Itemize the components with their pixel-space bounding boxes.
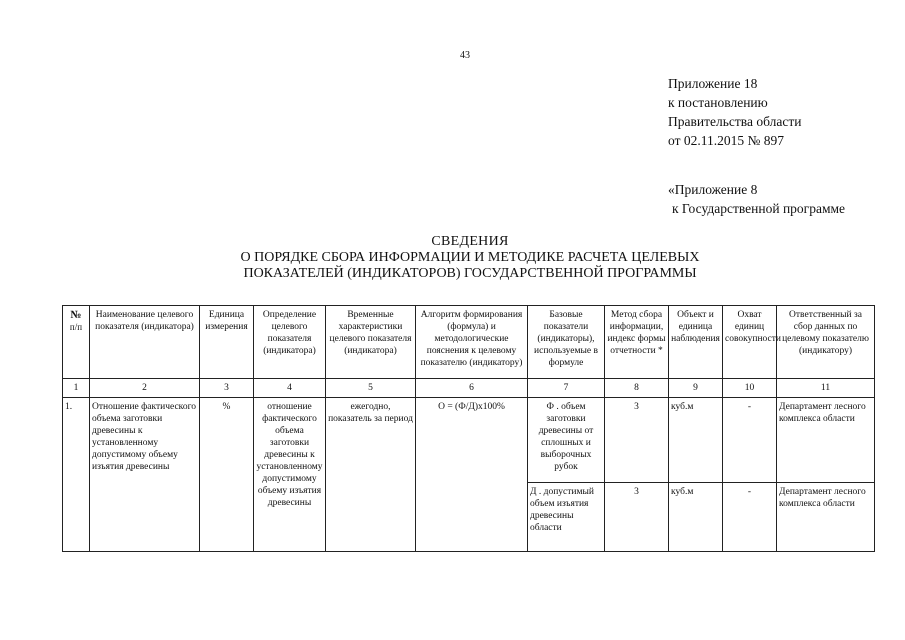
title-main: СВЕДЕНИЯ <box>431 234 509 249</box>
page-number: 43 <box>460 50 470 61</box>
header-num-sub: п/п <box>69 322 83 332</box>
indicators-table <box>62 305 875 552</box>
row-coverage: - <box>723 398 777 483</box>
column-number: 8 <box>605 379 669 398</box>
row-time: ежегодно, показатель за период <box>326 398 416 552</box>
table-header-row <box>63 306 875 379</box>
row-base: Ф . объем заготовки древесины от сплошных и выборочных рубок <box>528 398 605 483</box>
row-method: 3 <box>605 483 669 552</box>
appendix-line: Правительства области <box>668 114 802 129</box>
column-number: 11 <box>777 379 875 398</box>
title-line: О ПОРЯДКЕ СБОРА ИНФОРМАЦИИ И МЕТОДИКЕ РАСЧЕТА ЦЕЛЕВЫХ <box>240 250 700 265</box>
document-title <box>90 234 850 282</box>
appendix-line: к постановлению <box>668 95 768 110</box>
row-name: Отношение фактического объема заготовки древесины к установленному допустимому объему изъятия древесины <box>90 398 200 552</box>
row-base: Д . допустимый объем изъятия древесины области <box>528 483 605 552</box>
header-method: Метод сбора информации, индекс формы отчетности * <box>605 306 669 379</box>
header-name: Наименование целевого показателя (индикатора) <box>90 306 200 379</box>
title-line: ПОКАЗАТЕЛЕЙ (ИНДИКАТОРОВ) ГОСУДАРСТВЕННОЙ ПРОГРАММЫ <box>243 266 697 281</box>
column-number: 9 <box>669 379 723 398</box>
column-number: 10 <box>723 379 777 398</box>
column-number: 4 <box>254 379 326 398</box>
column-number: 6 <box>416 379 528 398</box>
header-definition: Определение целевого показателя (индикатора) <box>254 306 326 379</box>
appendix-block <box>668 74 801 150</box>
header-responsible: Ответственный за сбор данных по целевому показателю (индикатору) <box>777 306 875 379</box>
header-unit: Единица измерения <box>200 306 254 379</box>
row-unit: % <box>200 398 254 552</box>
appendix-line: Приложение 18 <box>668 76 758 91</box>
table-row <box>63 398 875 483</box>
row-object: куб.м <box>669 483 723 552</box>
row-coverage: - <box>723 483 777 552</box>
header-object: Объект и единица наблюдения <box>669 306 723 379</box>
appendix-program-line: к Государственной программе <box>672 201 846 216</box>
column-number: 5 <box>326 379 416 398</box>
column-number: 7 <box>528 379 605 398</box>
header-coverage: Охват единиц совокупности <box>723 306 777 379</box>
appendix-program-line: «Приложение 8 <box>668 182 758 197</box>
header-algorithm: Алгоритм формирования (формула) и методологические пояснения к целевому показателю (индикатору) <box>416 306 528 379</box>
header-num-main: № <box>70 309 82 321</box>
column-number: 3 <box>200 379 254 398</box>
row-num: 1. <box>63 398 90 552</box>
row-method: 3 <box>605 398 669 483</box>
header-base: Базовые показатели (индикаторы), используемые в формуле <box>528 306 605 379</box>
column-number-row <box>63 379 875 398</box>
row-responsible: Департамент лесного комплекса области <box>777 483 875 552</box>
appendix-program-block <box>668 180 845 218</box>
column-number: 1 <box>63 379 90 398</box>
row-definition: отношение фактического объема заготовки древесины к установленному допустимому объему изъятия древесины <box>254 398 326 552</box>
appendix-line: от 02.11.2015 № 897 <box>668 133 784 148</box>
row-object: куб.м <box>669 398 723 483</box>
row-algorithm: О = (Ф/Д)х100% <box>416 398 528 552</box>
column-number: 2 <box>90 379 200 398</box>
header-num <box>63 306 90 379</box>
header-time: Временные характеристики целевого показателя (индикатора) <box>326 306 416 379</box>
row-responsible: Департамент лесного комплекса области <box>777 398 875 483</box>
